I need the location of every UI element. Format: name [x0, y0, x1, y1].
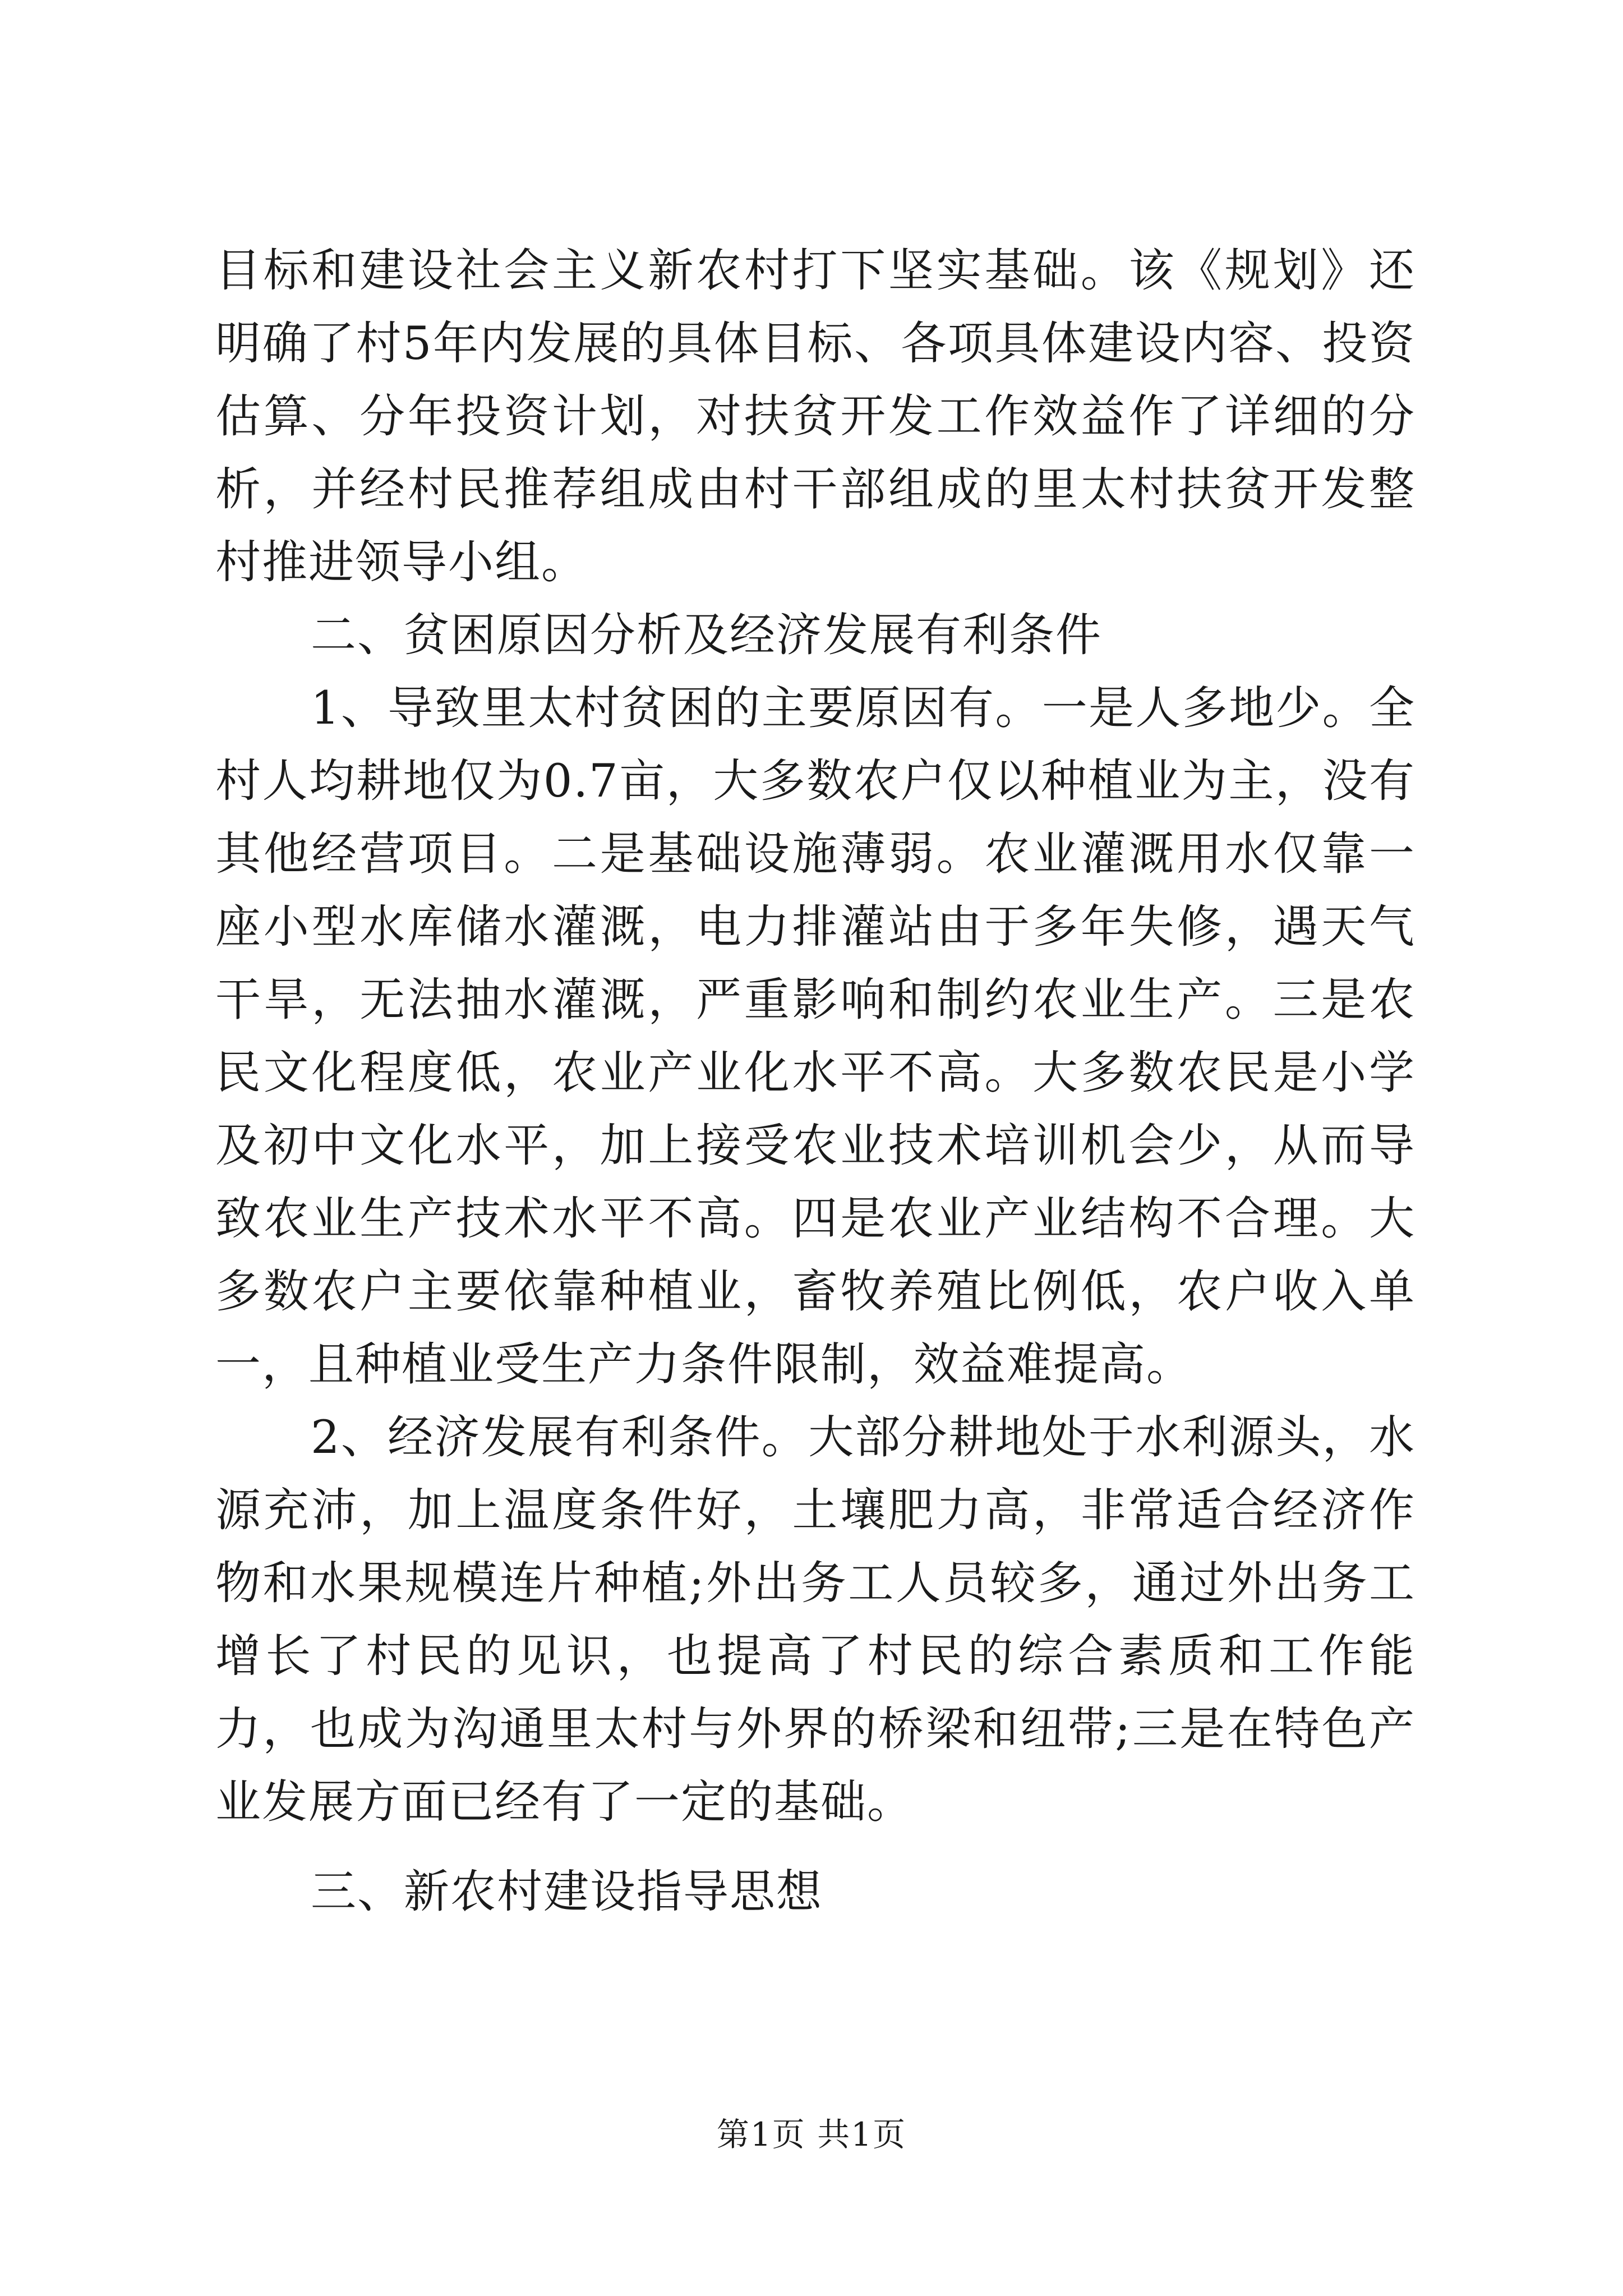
section-heading-3: 三、新农村建设指导思想	[311, 1866, 823, 1918]
document-body	[215, 234, 1415, 1929]
paragraph-poverty-causes: 1、导致里太村贫困的主要原因有。一是人多地少。全村人均耕地仅为0.7亩，大多数农户仅以种植业为主，没有其他经营项目。二是基础设施薄弱。农业灌溉用水仅靠一座小型水库储水灌溉，电力排灌站由于多年失修，遇天气干旱，无法抽水灌溉，严重影响和制约农业生产。三是农民文化程度低，农业产业化水平不高。大多数农民是小学及初中文化水平，加上接受农业技术培训机会少，从而导致农业生产技术水平不高。四是农业产业结构不合理。大多数农户主要依靠种植业，畜牧养殖比例低，农户收入单一，且种植业受生产力条件限制，效益难提高。	[215, 682, 1415, 1391]
page-footer: 第1页 共1页	[716, 2115, 907, 2154]
paragraph-continuation: 目标和建设社会主义新农村打下坚实基础。该《规划》还明确了村5年内发展的具体目标、各项具体建设内容、投资估算、分年投资计划，对扶贫开发工作效益作了详细的分析，并经村民推荐组成由村干部组成的里太村扶贫开发整村推进领导小组。	[215, 245, 1415, 589]
paragraph-favorable-conditions: 2、经济发展有利条件。大部分耕地处于水利源头，水源充沛，加上温度条件好，土壤肥力高，非常适合经济作物和水果规模连片种植;外出务工人员较多，通过外出务工增长了村民的见识，也提高了村民的综合素质和工作能力，也成为沟通里太村与外界的桥梁和纽带;三是在特色产业发展方面已经有了一定的基础。	[215, 1411, 1415, 1829]
section-heading-2: 二、贫困原因分析及经济发展有利条件	[311, 609, 1103, 662]
